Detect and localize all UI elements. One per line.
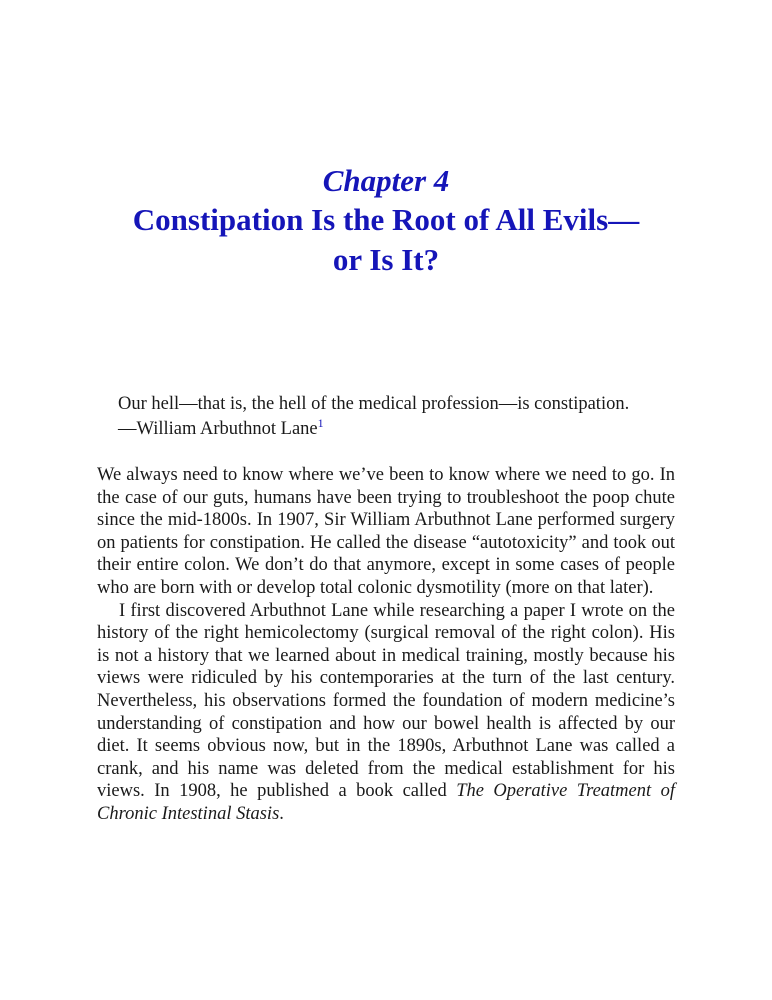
epigraph-attribution-line bbox=[118, 417, 718, 442]
paragraph-2-ending: . bbox=[279, 803, 284, 824]
body-text bbox=[97, 464, 675, 826]
chapter-number: Chapter 4 bbox=[322, 163, 450, 198]
chapter-title bbox=[0, 200, 772, 280]
footnote-reference[interactable]: 1 bbox=[317, 416, 324, 430]
paragraph-2-text: I first discovered Arbuthnot Lane while researching a paper I wrote on the history of the right hemicolectomy (surgical removal of the right colon). His is not a history that we learned about in medical training, mostly because his views were ridiculed by his contemporaries at the turn of the last century. Nevertheless, his observations formed the foundation of modern medicine’s understanding of constipation and how our bowel health is affected by our diet. It seems obvious now, but in the 1890s, Arbuthnot Lane was called a crank, and his name was deleted from the medical establishment for his views. In 1908, he published a book called bbox=[97, 600, 675, 802]
epigraph-attribution: —William Arbuthnot Lane bbox=[118, 419, 318, 439]
chapter-heading bbox=[0, 162, 772, 280]
book-title: The Operative Treatment of Chronic Intestinal Stasis bbox=[97, 781, 675, 824]
paragraph-1: We always need to know where we’ve been to know where we need to go. In the case of our guts, humans have been trying to troubleshoot the poop chute since the mid-1800s. In 1907, Sir William Arbuthnot Lane performed surgery on patients for constipation. He called the disease “autotoxicity” and took out their entire colon. We don’t do that anymore, except in some cases of people who are born with or develop total colonic dysmotility (more on that later). bbox=[97, 465, 675, 598]
chapter-title-line-2: or Is It? bbox=[332, 242, 440, 277]
chapter-title-line-1: Constipation Is the Root of All Evils— bbox=[132, 202, 640, 237]
paragraph-2 bbox=[97, 600, 675, 826]
epigraph bbox=[118, 392, 718, 442]
epigraph-quote: Our hell—that is, the hell of the medical profession—is constipation. bbox=[118, 394, 630, 414]
